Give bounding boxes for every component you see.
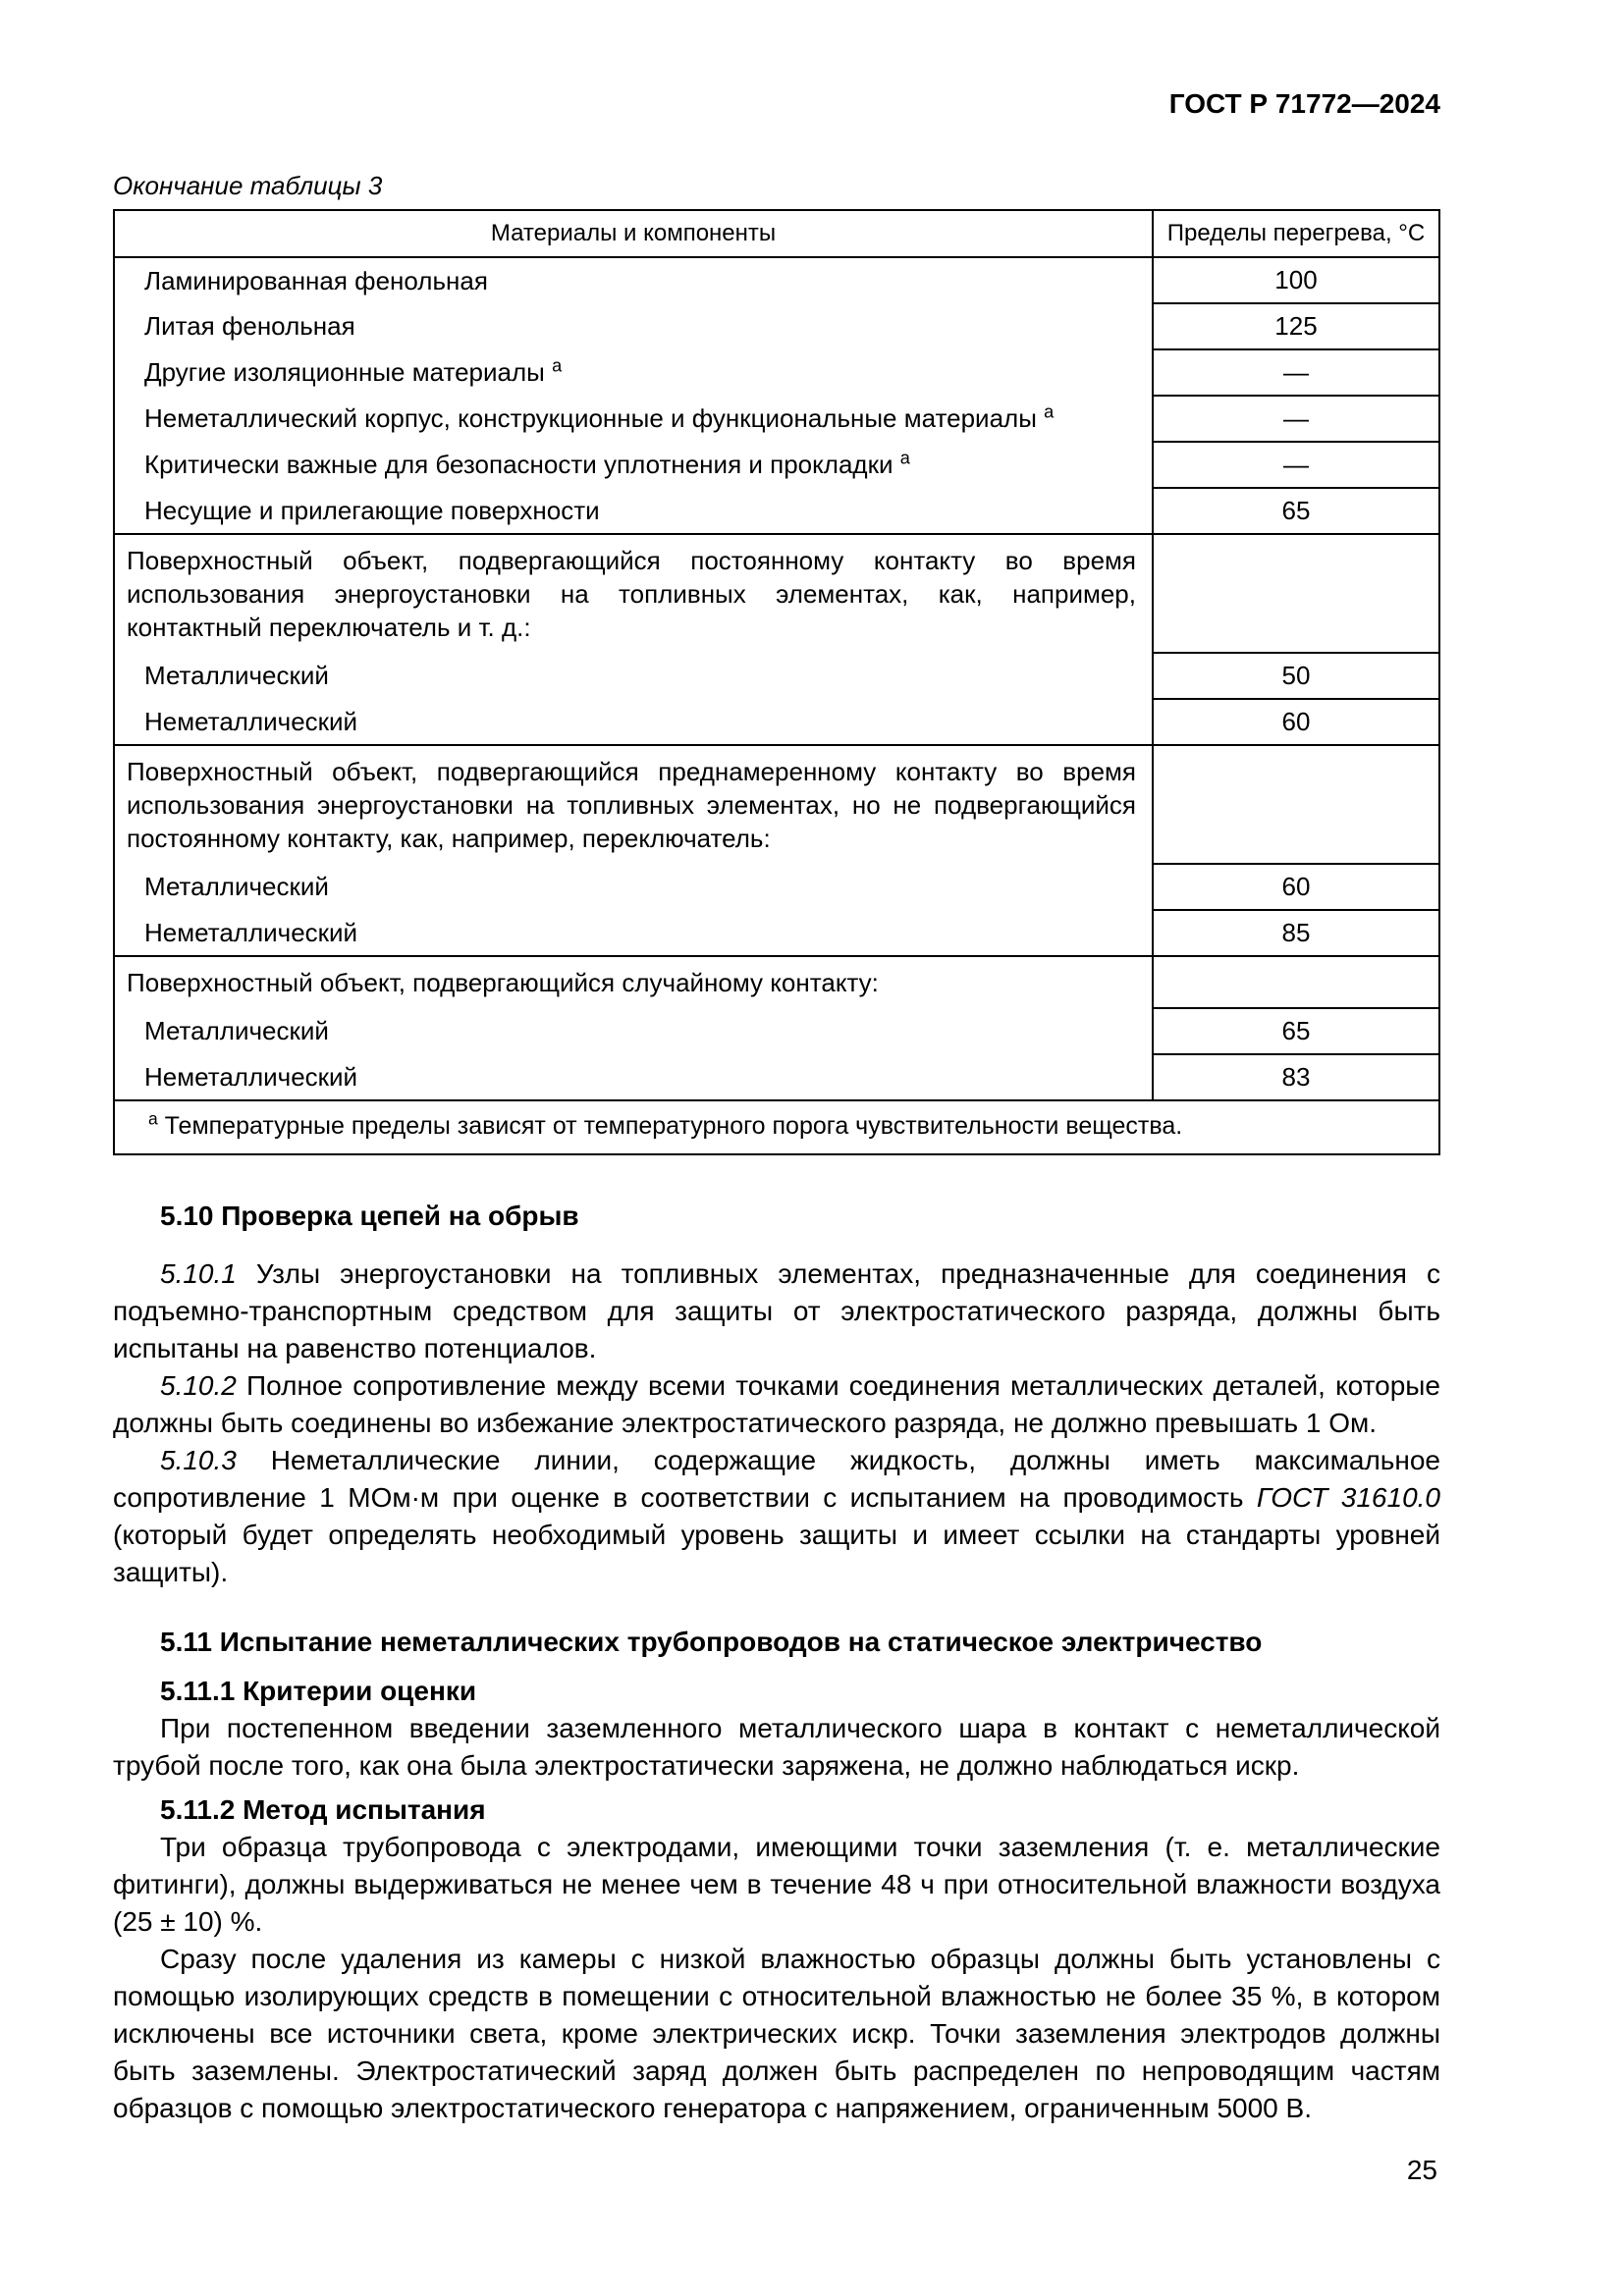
section-5-11-2-heading: 5.11.2 Метод испытания bbox=[160, 1794, 486, 1825]
table-footnote-row bbox=[114, 1100, 1439, 1154]
table-row bbox=[114, 396, 1439, 442]
table-row bbox=[114, 303, 1439, 349]
value-cell: — bbox=[1153, 396, 1439, 442]
table-row bbox=[114, 1008, 1439, 1054]
clause-number: 5.10.2 bbox=[160, 1370, 237, 1401]
column-header-limits: Пределы перегрева, °С bbox=[1153, 210, 1439, 257]
material-cell bbox=[114, 349, 1153, 396]
page-number: 25 bbox=[1406, 2155, 1437, 2185]
table-row bbox=[114, 488, 1439, 534]
footnote-marker: а bbox=[899, 448, 910, 468]
value-cell: 60 bbox=[1153, 864, 1439, 910]
material-label: Критически важные для безопасности уплотнения и прокладки bbox=[144, 450, 900, 479]
value-cell: 100 bbox=[1153, 257, 1439, 303]
table-row bbox=[114, 653, 1439, 699]
value-cell-empty bbox=[1153, 534, 1439, 653]
value-cell-empty bbox=[1153, 956, 1439, 1008]
table-group-row bbox=[114, 745, 1439, 864]
material-cell: Металлический bbox=[114, 653, 1153, 699]
paragraph-5-10-1 bbox=[113, 1255, 1440, 1367]
clause-text: Узлы энергоустановки на топливных элементах, предназначенные для соединения с подъемно-транспортным средством для защиты от электростатического разряда, должны быть испытаны на равенство потенциалов. bbox=[113, 1258, 1440, 1363]
table-row bbox=[114, 349, 1439, 396]
footnote-text: Температурные пределы зависят от температурного порога чувствительности вещества. bbox=[157, 1112, 1183, 1140]
material-cell: Неметаллический bbox=[114, 1054, 1153, 1100]
section-5-11-1-heading: 5.11.1 Критерии оценки bbox=[160, 1676, 477, 1706]
table-row bbox=[114, 864, 1439, 910]
material-label: Неметаллический корпус, конструкционные и функциональные материалы bbox=[144, 403, 1045, 433]
value-cell: 60 bbox=[1153, 699, 1439, 745]
table-row bbox=[114, 910, 1439, 956]
material-cell bbox=[114, 396, 1153, 442]
paragraph-5-11-2-b: Сразу после удаления из камеры с низкой влажностью образцы должны быть установлены с помощью изолирующих средств в помещении с относительной влажностью не более 35 %, в котором исключены все источники света, кроме электрических искр. Точки заземления электродов должны быть заземлены. Электростатический заряд должен быть распределен по непроводящим частям образцов с помощью электростатического генератора с напряжением, ограниченным 5000 В. bbox=[113, 1944, 1440, 2123]
material-group-cell: Поверхностный объект, подвергающийся преднамеренному контакту во время использования энергоустановки на топливных элементах, но не подвергающийся постоянному контакту, как, например, переключатель: bbox=[114, 745, 1153, 864]
paragraph-5-11-2-a: Три образца трубопровода с электродами, имеющими точки заземления (т. е. металлические фитинги), должны выдерживаться не менее чем в течение 48 ч при относительной влажности воздуха (25 ± 10) %. bbox=[113, 1832, 1440, 1937]
paragraph-5-10-3 bbox=[113, 1442, 1440, 1591]
footnote-marker: а bbox=[148, 1108, 158, 1129]
paragraph-5-10-2 bbox=[113, 1367, 1440, 1442]
footnote-marker: а bbox=[552, 355, 563, 376]
value-cell: 65 bbox=[1153, 1008, 1439, 1054]
clause-text: Полное сопротивление между всеми точками соединения металлических деталей, которые должны быть соединены во избежание электростатического разряда, не должно превышать 1 Ом. bbox=[113, 1370, 1440, 1438]
table-group-row bbox=[114, 534, 1439, 653]
value-cell: — bbox=[1153, 442, 1439, 488]
clause-text: (который будет определять необходимый уровень защиты и имеет ссылки на стандарты уровней защиты). bbox=[113, 1520, 1440, 1587]
table-footnote bbox=[114, 1100, 1439, 1154]
section-5-11-heading: 5.11 Испытание неметаллических трубопроводов на статическое электричество bbox=[160, 1627, 1263, 1657]
material-cell: Ламинированная фенольная bbox=[114, 257, 1153, 303]
value-cell: 83 bbox=[1153, 1054, 1439, 1100]
section-5-10-heading: 5.10 Проверка цепей на обрыв bbox=[160, 1201, 579, 1231]
clause-text: Неметаллические линии, содержащие жидкость, должны иметь максимальное сопротивление 1 МОм·м при оценке в соответствии с испытанием на проводимость bbox=[113, 1445, 1440, 1513]
column-header-materials: Материалы и компоненты bbox=[114, 210, 1153, 257]
table-row bbox=[114, 1054, 1439, 1100]
material-cell bbox=[114, 442, 1153, 488]
material-cell: Неметаллический bbox=[114, 910, 1153, 956]
table-row bbox=[114, 257, 1439, 303]
material-cell: Литая фенольная bbox=[114, 303, 1153, 349]
table-header-row bbox=[114, 210, 1439, 257]
table-row bbox=[114, 699, 1439, 745]
value-cell: 50 bbox=[1153, 653, 1439, 699]
table-caption: Окончание таблицы 3 bbox=[113, 171, 383, 200]
value-cell: 85 bbox=[1153, 910, 1439, 956]
material-group-cell: Поверхностный объект, подвергающийся постоянному контакту во время использования энергоустановки на топливных элементах, как, например, контактный переключатель и т. д.: bbox=[114, 534, 1153, 653]
material-cell: Металлический bbox=[114, 864, 1153, 910]
value-cell-empty bbox=[1153, 745, 1439, 864]
material-cell: Неметаллический bbox=[114, 699, 1153, 745]
document-header: ГОСТ Р 71772—2024 bbox=[1168, 88, 1440, 119]
clause-number: 5.10.1 bbox=[160, 1258, 237, 1289]
value-cell: 65 bbox=[1153, 488, 1439, 534]
footnote-marker: а bbox=[1044, 401, 1055, 422]
material-group-cell: Поверхностный объект, подвергающийся случайному контакту: bbox=[114, 956, 1153, 1008]
material-cell: Несущие и прилегающие поверхности bbox=[114, 488, 1153, 534]
paragraph-5-11-1: При постепенном введении заземленного металлического шара в контакт с неметаллической трубой после того, как она была электростатически заряжена, не должно наблюдаться искр. bbox=[113, 1713, 1440, 1781]
material-label: Другие изоляционные материалы bbox=[144, 357, 553, 387]
overheat-limits-table bbox=[113, 209, 1440, 1155]
clause-number: 5.10.3 bbox=[160, 1445, 237, 1475]
value-cell: — bbox=[1153, 349, 1439, 396]
value-cell: 125 bbox=[1153, 303, 1439, 349]
standard-reference: ГОСТ 31610.0 bbox=[1256, 1482, 1440, 1513]
material-cell: Металлический bbox=[114, 1008, 1153, 1054]
table-row bbox=[114, 442, 1439, 488]
table-group-row bbox=[114, 956, 1439, 1008]
